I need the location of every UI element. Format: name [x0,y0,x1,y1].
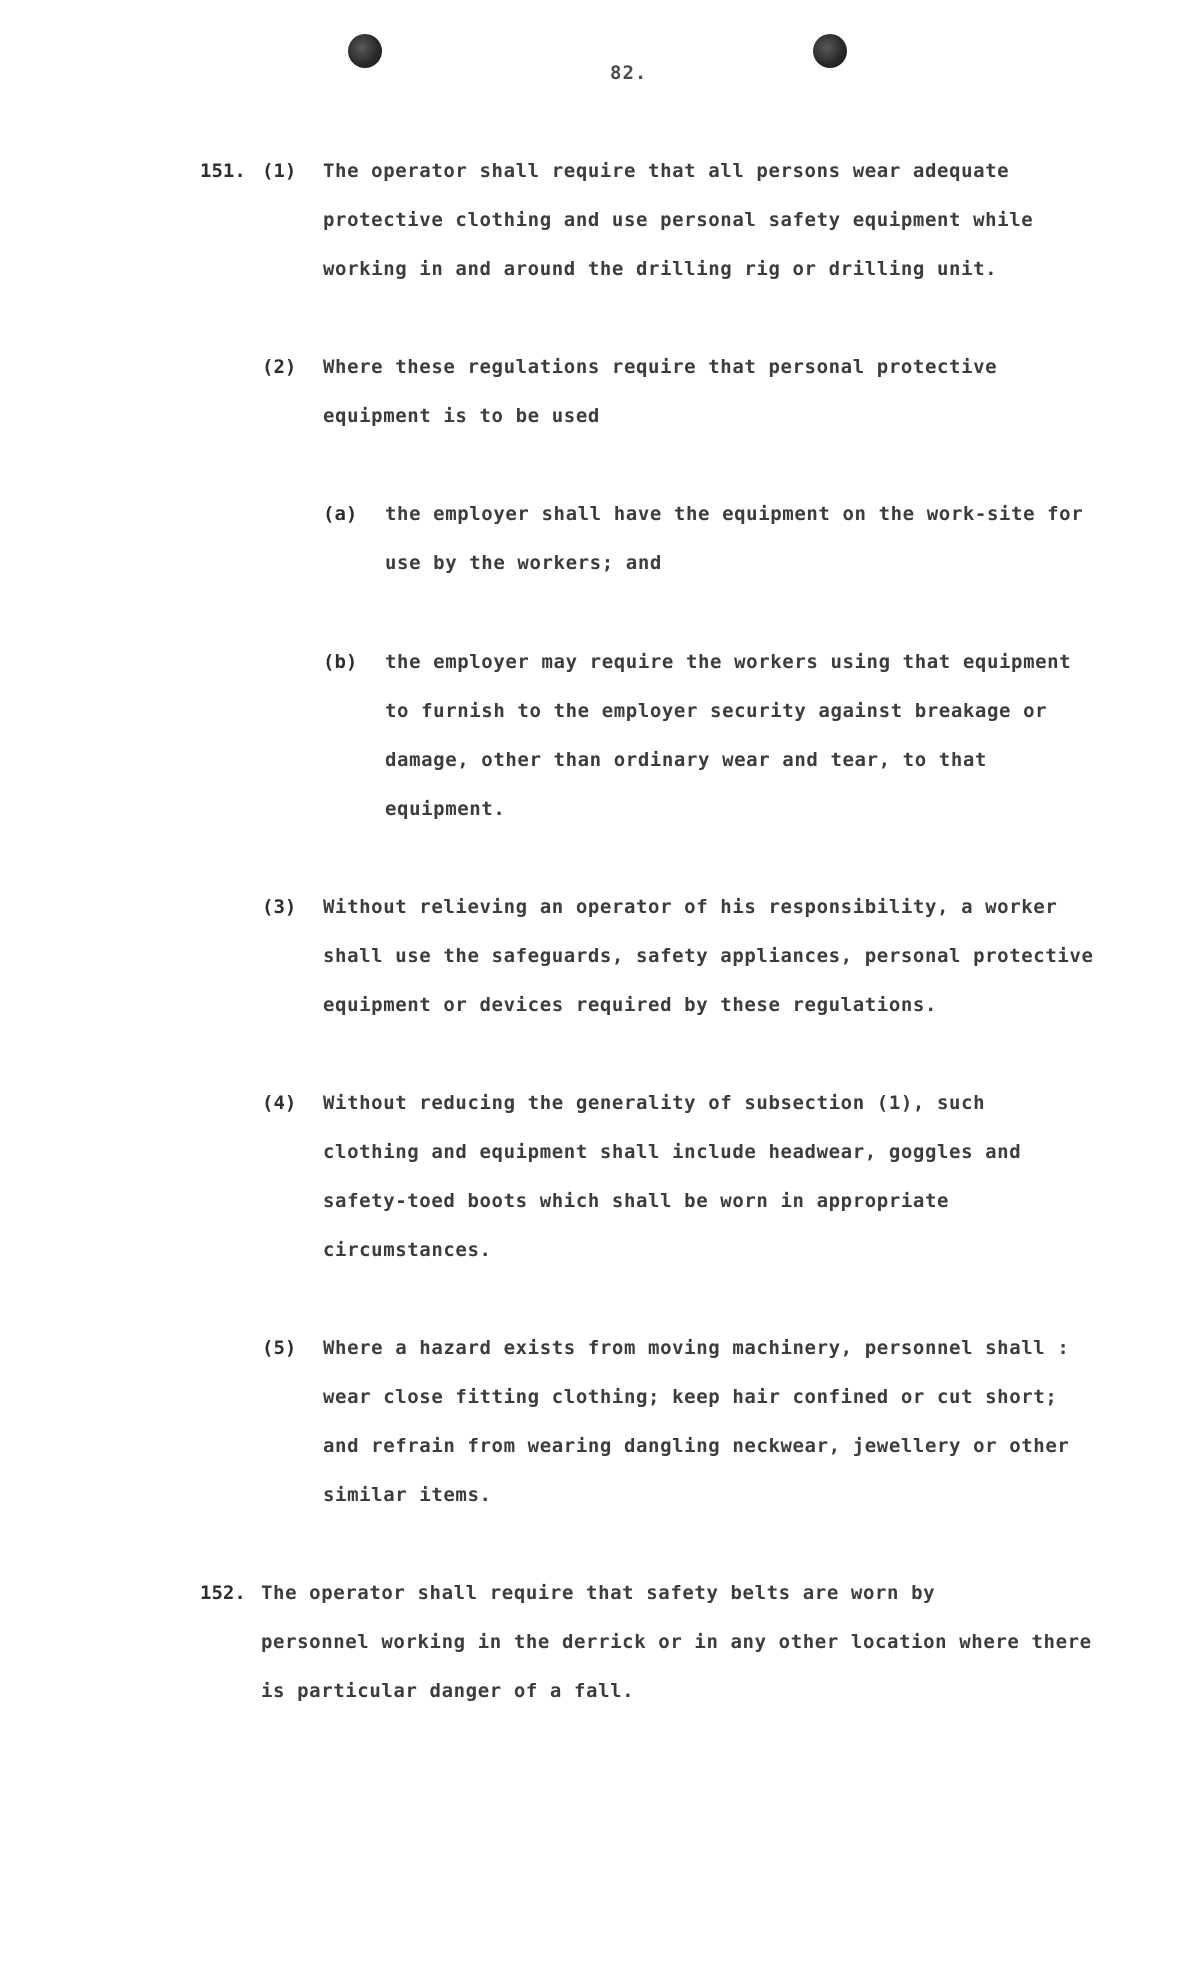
page-number: 82. [610,62,648,84]
subsection-2-line: equipment is to be used [323,405,600,427]
subsection-4-line: circumstances. [323,1239,492,1261]
clause-label-b: (b) [323,651,358,673]
subsection-label-5: (5) [262,1337,297,1359]
section-152-line: The operator shall require that safety belts are worn by [261,1582,936,1604]
subsection-1-line: working in and around the drilling rig or drilling unit. [323,258,998,280]
clause-b-line: the employer may require the workers using that equipment [385,651,1072,673]
subsection-5-line: Where a hazard exists from moving machinery, personnel shall : [323,1337,1070,1359]
clause-b-line: equipment. [385,798,506,820]
subsection-5-line: similar items. [323,1484,492,1506]
subsection-label-2: (2) [262,356,297,378]
section-number-152: 152. [200,1582,246,1604]
clause-b-line: to furnish to the employer security against breakage or [385,700,1048,722]
clause-b-line: damage, other than ordinary wear and tear, to that [385,749,987,771]
clause-label-a: (a) [323,503,358,525]
punch-hole-left [348,34,382,68]
subsection-5-line: wear close fitting clothing; keep hair confined or cut short; [323,1386,1058,1408]
subsection-4-line: safety-toed boots which shall be worn in appropriate [323,1190,950,1212]
subsection-3-line: equipment or devices required by these regulations. [323,994,937,1016]
section-number-151: 151. [200,160,246,182]
clause-a-line: the employer shall have the equipment on the work-site for [385,503,1084,525]
subsection-4-line: clothing and equipment shall include headwear, goggles and [323,1141,1022,1163]
clause-a-line: use by the workers; and [385,552,662,574]
subsection-3-line: shall use the safeguards, safety appliances, personal protective [323,945,1094,967]
section-152-line: is particular danger of a fall. [261,1680,635,1702]
subsection-4-line: Without reducing the generality of subsection (1), such [323,1092,986,1114]
subsection-3-line: Without relieving an operator of his responsibility, a worker [323,896,1058,918]
punch-hole-right [813,34,847,68]
subsection-label-3: (3) [262,896,297,918]
subsection-1-line: protective clothing and use personal safety equipment while [323,209,1034,231]
subsection-label-4: (4) [262,1092,297,1114]
subsection-5-line: and refrain from wearing dangling neckwear, jewellery or other [323,1435,1070,1457]
subsection-2-line: Where these regulations require that personal protective [323,356,998,378]
subsection-1-line: The operator shall require that all persons wear adequate [323,160,1010,182]
subsection-label-1: (1) [262,160,297,182]
section-152-line: personnel working in the derrick or in any other location where there [261,1631,1092,1653]
